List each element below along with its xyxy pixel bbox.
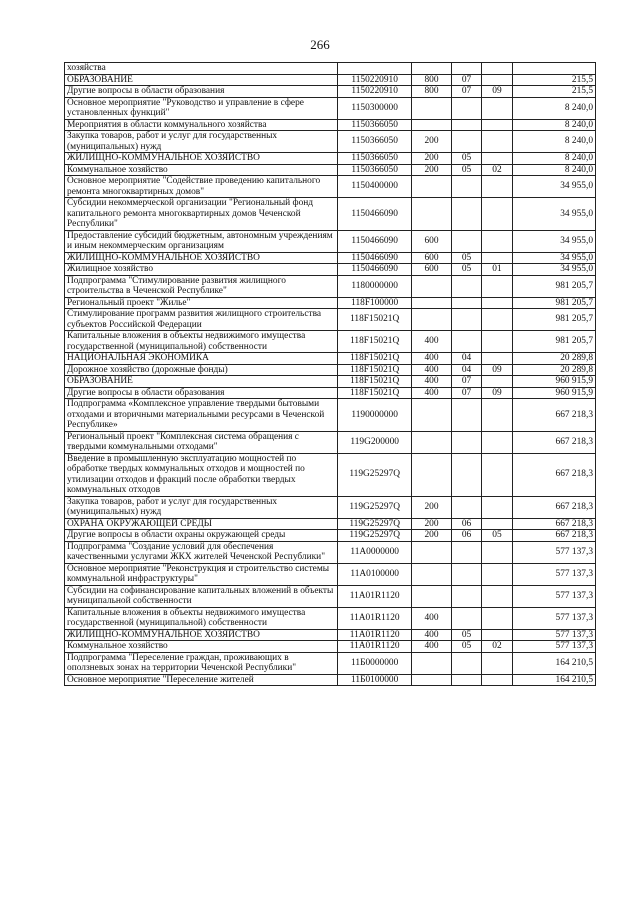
row-section-cell — [451, 331, 481, 353]
row-sum-cell: 981 205,7 — [512, 331, 595, 353]
row-expense-type-cell: 200 — [412, 518, 452, 530]
table-row — [65, 629, 596, 641]
row-sum-cell: 20 289,8 — [512, 353, 595, 365]
row-expense-type-cell — [412, 309, 452, 331]
row-sum-cell: 667 218,3 — [512, 399, 595, 432]
row-name-cell: ОХРАНА ОКРУЖАЮЩЕЙ СРЕДЫ — [65, 518, 338, 530]
row-section-cell: 05 — [451, 641, 481, 653]
row-name-cell: Коммунальное хозяйство — [65, 641, 338, 653]
row-subsection-cell — [482, 453, 512, 496]
row-sum-cell: 164 210,5 — [512, 674, 595, 686]
row-expense-type-cell: 400 — [412, 353, 452, 365]
row-section-cell — [451, 309, 481, 331]
row-sum-cell: 577 137,3 — [512, 641, 595, 653]
row-expense-type-cell: 600 — [412, 264, 452, 276]
row-code-cell: 118F15021Q — [338, 331, 412, 353]
row-code-cell: 1150400000 — [338, 176, 412, 198]
budget-table — [64, 62, 596, 686]
row-subsection-cell — [482, 198, 512, 231]
row-name-cell: Основное мероприятие "Переселение жителей — [65, 674, 338, 686]
row-sum-cell: 667 218,3 — [512, 496, 595, 518]
table-row — [65, 230, 596, 252]
row-name-cell: Жилищное хозяйство — [65, 264, 338, 276]
row-subsection-cell — [482, 674, 512, 686]
table-row — [65, 496, 596, 518]
row-expense-type-cell — [412, 563, 452, 585]
row-expense-type-cell: 400 — [412, 364, 452, 376]
row-code-cell: 1150366050 — [338, 164, 412, 176]
row-name-cell: Капитальные вложения в объекты недвижимого имущества государственной (муниципальной) собственности — [65, 331, 338, 353]
row-section-cell: 07 — [451, 86, 481, 98]
row-code-cell: 118F100000 — [338, 297, 412, 309]
row-code-cell: 1150466090 — [338, 252, 412, 264]
row-expense-type-cell: 200 — [412, 153, 452, 165]
table-row — [65, 399, 596, 432]
row-code-cell: 118F15021Q — [338, 353, 412, 365]
row-name-cell: Основное мероприятие "Руководство и управление в сфере установленных функций" — [65, 97, 338, 119]
row-section-cell — [451, 585, 481, 607]
row-name-cell: Другие вопросы в области образования — [65, 387, 338, 399]
row-section-cell — [451, 119, 481, 131]
row-subsection-cell — [482, 153, 512, 165]
row-section-cell — [451, 607, 481, 629]
row-section-cell: 07 — [451, 74, 481, 86]
row-code-cell: 1180000000 — [338, 275, 412, 297]
table-row — [65, 153, 596, 165]
row-sum-cell: 577 137,3 — [512, 541, 595, 563]
row-name-cell: Предоставление субсидий бюджетным, автономным учреждениям и иным некоммерческим организациям — [65, 230, 338, 252]
row-subsection-cell — [482, 131, 512, 153]
row-sum-cell: 34 955,0 — [512, 198, 595, 231]
table-row — [65, 198, 596, 231]
row-code-cell: 1150366050 — [338, 131, 412, 153]
row-expense-type-cell — [412, 119, 452, 131]
row-name-cell: Закупка товаров, работ и услуг для государственных (муниципальных) нужд — [65, 496, 338, 518]
row-code-cell: 11А01R1120 — [338, 585, 412, 607]
table-row — [65, 97, 596, 119]
row-section-cell — [451, 198, 481, 231]
row-code-cell: 119G25297Q — [338, 453, 412, 496]
row-sum-cell: 960 915,9 — [512, 376, 595, 388]
row-expense-type-cell — [412, 97, 452, 119]
row-sum-cell: 667 218,3 — [512, 453, 595, 496]
row-sum-cell: 8 240,0 — [512, 164, 595, 176]
row-section-cell — [451, 176, 481, 198]
row-section-cell — [451, 652, 481, 674]
row-section-cell: 06 — [451, 530, 481, 542]
row-sum-cell: 8 240,0 — [512, 119, 595, 131]
row-section-cell — [451, 674, 481, 686]
row-name-cell: Субсидии на софинансирование капитальных вложений в объекты муниципальной собственности — [65, 585, 338, 607]
table-row — [65, 530, 596, 542]
row-section-cell — [451, 399, 481, 432]
row-section-cell — [451, 97, 481, 119]
row-sum-cell: 8 240,0 — [512, 97, 595, 119]
row-section-cell: 05 — [451, 264, 481, 276]
row-subsection-cell — [482, 309, 512, 331]
row-name-cell: Субсидии некоммерческой организации "Региональный фонд капитального ремонта многоквартирных домов Чеченской Республики" — [65, 198, 338, 231]
row-subsection-cell: 01 — [482, 264, 512, 276]
row-subsection-cell — [482, 176, 512, 198]
row-expense-type-cell: 400 — [412, 641, 452, 653]
table-row — [65, 353, 596, 365]
row-section-cell — [451, 275, 481, 297]
row-expense-type-cell — [412, 585, 452, 607]
row-name-cell: Коммунальное хозяйство — [65, 164, 338, 176]
row-subsection-cell — [482, 63, 512, 75]
row-expense-type-cell — [412, 541, 452, 563]
row-code-cell: 11А0100000 — [338, 563, 412, 585]
row-expense-type-cell: 600 — [412, 252, 452, 264]
row-sum-cell: 667 218,3 — [512, 518, 595, 530]
row-code-cell: 1150366050 — [338, 153, 412, 165]
row-sum-cell: 577 137,3 — [512, 629, 595, 641]
row-code-cell: 118F15021Q — [338, 376, 412, 388]
row-code-cell: 11А0000000 — [338, 541, 412, 563]
row-expense-type-cell: 800 — [412, 86, 452, 98]
row-name-cell: НАЦИОНАЛЬНАЯ ЭКОНОМИКА — [65, 353, 338, 365]
row-section-cell: 05 — [451, 164, 481, 176]
row-subsection-cell: 09 — [482, 86, 512, 98]
table-row — [65, 674, 596, 686]
row-subsection-cell — [482, 97, 512, 119]
row-code-cell: 1150220910 — [338, 74, 412, 86]
table-row — [65, 376, 596, 388]
table-row — [65, 176, 596, 198]
row-name-cell: Региональный проект "Комплексная система обращения с твердыми коммунальными отходами" — [65, 431, 338, 453]
row-subsection-cell — [482, 563, 512, 585]
row-name-cell: ЖИЛИЩНО-КОММУНАЛЬНОЕ ХОЗЯЙСТВО — [65, 252, 338, 264]
row-subsection-cell: 05 — [482, 530, 512, 542]
row-expense-type-cell: 800 — [412, 74, 452, 86]
row-expense-type-cell: 400 — [412, 629, 452, 641]
row-code-cell: 1150466090 — [338, 230, 412, 252]
row-sum-cell: 577 137,3 — [512, 563, 595, 585]
row-sum-cell: 34 955,0 — [512, 176, 595, 198]
row-code-cell: 1190000000 — [338, 399, 412, 432]
table-row — [65, 607, 596, 629]
row-name-cell: Другие вопросы в области образования — [65, 86, 338, 98]
row-expense-type-cell — [412, 453, 452, 496]
row-section-cell: 07 — [451, 387, 481, 399]
row-name-cell: ЖИЛИЩНО-КОММУНАЛЬНОЕ ХОЗЯЙСТВО — [65, 629, 338, 641]
row-section-cell — [451, 63, 481, 75]
row-subsection-cell — [482, 518, 512, 530]
row-expense-type-cell — [412, 431, 452, 453]
row-section-cell — [451, 541, 481, 563]
row-expense-type-cell: 400 — [412, 376, 452, 388]
row-code-cell — [338, 63, 412, 75]
row-subsection-cell — [482, 607, 512, 629]
table-row — [65, 541, 596, 563]
row-expense-type-cell — [412, 176, 452, 198]
row-sum-cell: 215,5 — [512, 86, 595, 98]
row-subsection-cell — [482, 629, 512, 641]
row-code-cell: 11А01R1120 — [338, 641, 412, 653]
row-subsection-cell — [482, 331, 512, 353]
row-code-cell: 11Б0000000 — [338, 652, 412, 674]
row-expense-type-cell — [412, 198, 452, 231]
row-subsection-cell — [482, 399, 512, 432]
row-section-cell — [451, 453, 481, 496]
table-row — [65, 74, 596, 86]
row-subsection-cell — [482, 541, 512, 563]
row-section-cell — [451, 496, 481, 518]
row-subsection-cell — [482, 431, 512, 453]
row-expense-type-cell — [412, 652, 452, 674]
row-sum-cell: 8 240,0 — [512, 131, 595, 153]
table-row — [65, 518, 596, 530]
row-sum-cell: 960 915,9 — [512, 387, 595, 399]
row-code-cell: 119G25297Q — [338, 518, 412, 530]
row-sum-cell: 164 210,5 — [512, 652, 595, 674]
row-code-cell: 11А01R1120 — [338, 629, 412, 641]
table-row — [65, 387, 596, 399]
row-sum-cell: 20 289,8 — [512, 364, 595, 376]
row-name-cell: ОБРАЗОВАНИЕ — [65, 74, 338, 86]
table-row — [65, 164, 596, 176]
row-code-cell: 1150466090 — [338, 198, 412, 231]
row-name-cell: Основное мероприятие "Реконструкция и строительство системы коммунальной инфраструктуры" — [65, 563, 338, 585]
table-row — [65, 563, 596, 585]
row-name-cell: Другие вопросы в области охраны окружающей среды — [65, 530, 338, 542]
row-subsection-cell: 09 — [482, 387, 512, 399]
row-section-cell — [451, 563, 481, 585]
table-row — [65, 297, 596, 309]
row-section-cell: 07 — [451, 376, 481, 388]
row-expense-type-cell: 400 — [412, 387, 452, 399]
row-expense-type-cell: 200 — [412, 164, 452, 176]
row-section-cell: 05 — [451, 153, 481, 165]
table-row — [65, 431, 596, 453]
row-subsection-cell: 09 — [482, 364, 512, 376]
table-row — [65, 652, 596, 674]
row-expense-type-cell: 200 — [412, 496, 452, 518]
table-row — [65, 364, 596, 376]
row-sum-cell: 34 955,0 — [512, 252, 595, 264]
row-sum-cell — [512, 63, 595, 75]
row-name-cell: Основное мероприятие "Содействие проведению капитального ремонта многоквартирных домов" — [65, 176, 338, 198]
row-section-cell — [451, 131, 481, 153]
table-row — [65, 63, 596, 75]
row-sum-cell: 34 955,0 — [512, 230, 595, 252]
table-row — [65, 453, 596, 496]
row-section-cell — [451, 297, 481, 309]
table-row — [65, 309, 596, 331]
row-name-cell: Подпрограмма «Комплексное управление твердыми бытовыми отходами и вторичными материальными ресурсами в Чеченской Республике» — [65, 399, 338, 432]
row-sum-cell: 981 205,7 — [512, 297, 595, 309]
row-subsection-cell: 02 — [482, 164, 512, 176]
row-subsection-cell — [482, 652, 512, 674]
row-name-cell: Стимулирование программ развития жилищного строительства субъектов Российской Федерации — [65, 309, 338, 331]
row-sum-cell: 981 205,7 — [512, 275, 595, 297]
row-subsection-cell — [482, 353, 512, 365]
row-subsection-cell: 02 — [482, 641, 512, 653]
row-sum-cell: 215,5 — [512, 74, 595, 86]
row-name-cell: Капитальные вложения в объекты недвижимого имущества государственной (муниципальной) собственности — [65, 607, 338, 629]
row-sum-cell: 667 218,3 — [512, 530, 595, 542]
table-row — [65, 119, 596, 131]
row-code-cell: 119G25297Q — [338, 496, 412, 518]
row-code-cell: 1150220910 — [338, 86, 412, 98]
row-section-cell: 04 — [451, 364, 481, 376]
row-expense-type-cell — [412, 399, 452, 432]
row-expense-type-cell — [412, 297, 452, 309]
row-name-cell: Дорожное хозяйство (дорожные фонды) — [65, 364, 338, 376]
row-name-cell: Подпрограмма "Стимулирование развития жилищного строительства в Чеченской Республике" — [65, 275, 338, 297]
row-sum-cell: 577 137,3 — [512, 607, 595, 629]
row-name-cell: Введение в промышленную эксплуатацию мощностей по обработке твердых коммунальных отходов и мощностей по утилизации отходов и фракций после обработки твердых коммунальных отходов — [65, 453, 338, 496]
row-expense-type-cell — [412, 63, 452, 75]
row-subsection-cell — [482, 252, 512, 264]
row-section-cell: 04 — [451, 353, 481, 365]
row-expense-type-cell — [412, 275, 452, 297]
row-name-cell: ОБРАЗОВАНИЕ — [65, 376, 338, 388]
row-name-cell: Подпрограмма "Переселение граждан, проживающих в оползневых зонах на территории Чеченской Республики" — [65, 652, 338, 674]
row-name-cell: Региональный проект "Жилье" — [65, 297, 338, 309]
table-row — [65, 264, 596, 276]
row-subsection-cell — [482, 376, 512, 388]
row-name-cell: ЖИЛИЩНО-КОММУНАЛЬНОЕ ХОЗЯЙСТВО — [65, 153, 338, 165]
row-code-cell: 119G25297Q — [338, 530, 412, 542]
row-subsection-cell — [482, 230, 512, 252]
row-code-cell: 118F15021Q — [338, 309, 412, 331]
row-expense-type-cell: 200 — [412, 530, 452, 542]
table-row — [65, 275, 596, 297]
page-number: 266 — [310, 37, 330, 52]
table-row — [65, 331, 596, 353]
row-subsection-cell — [482, 585, 512, 607]
row-code-cell: 11А01R1120 — [338, 607, 412, 629]
row-sum-cell: 577 137,3 — [512, 585, 595, 607]
row-expense-type-cell: 400 — [412, 331, 452, 353]
row-section-cell: 05 — [451, 629, 481, 641]
row-section-cell: 05 — [451, 252, 481, 264]
row-code-cell: 11Б0100000 — [338, 674, 412, 686]
row-sum-cell: 34 955,0 — [512, 264, 595, 276]
row-subsection-cell — [482, 297, 512, 309]
row-expense-type-cell: 200 — [412, 131, 452, 153]
table-row — [65, 641, 596, 653]
row-code-cell: 1150366050 — [338, 119, 412, 131]
row-sum-cell: 981 205,7 — [512, 309, 595, 331]
row-subsection-cell — [482, 496, 512, 518]
row-sum-cell: 8 240,0 — [512, 153, 595, 165]
row-code-cell: 1150466090 — [338, 264, 412, 276]
row-subsection-cell — [482, 74, 512, 86]
row-code-cell: 119G200000 — [338, 431, 412, 453]
row-expense-type-cell — [412, 674, 452, 686]
row-name-cell: Мероприятия в области коммунального хозяйства — [65, 119, 338, 131]
row-section-cell: 06 — [451, 518, 481, 530]
row-expense-type-cell: 400 — [412, 607, 452, 629]
table-row — [65, 585, 596, 607]
table-row — [65, 252, 596, 264]
table-row — [65, 131, 596, 153]
row-code-cell: 118F15021Q — [338, 387, 412, 399]
table-row — [65, 86, 596, 98]
row-name-cell: Закупка товаров, работ и услуг для государственных (муниципальных) нужд — [65, 131, 338, 153]
row-subsection-cell — [482, 275, 512, 297]
row-name-cell: хозяйства — [65, 63, 338, 75]
row-section-cell — [451, 230, 481, 252]
row-expense-type-cell: 600 — [412, 230, 452, 252]
row-name-cell: Подпрограмма "Создание условий для обеспечения качественными услугами ЖКХ жителей Чеченской Республики" — [65, 541, 338, 563]
row-code-cell: 1150300000 — [338, 97, 412, 119]
row-code-cell: 118F15021Q — [338, 364, 412, 376]
row-section-cell — [451, 431, 481, 453]
row-sum-cell: 667 218,3 — [512, 431, 595, 453]
row-subsection-cell — [482, 119, 512, 131]
